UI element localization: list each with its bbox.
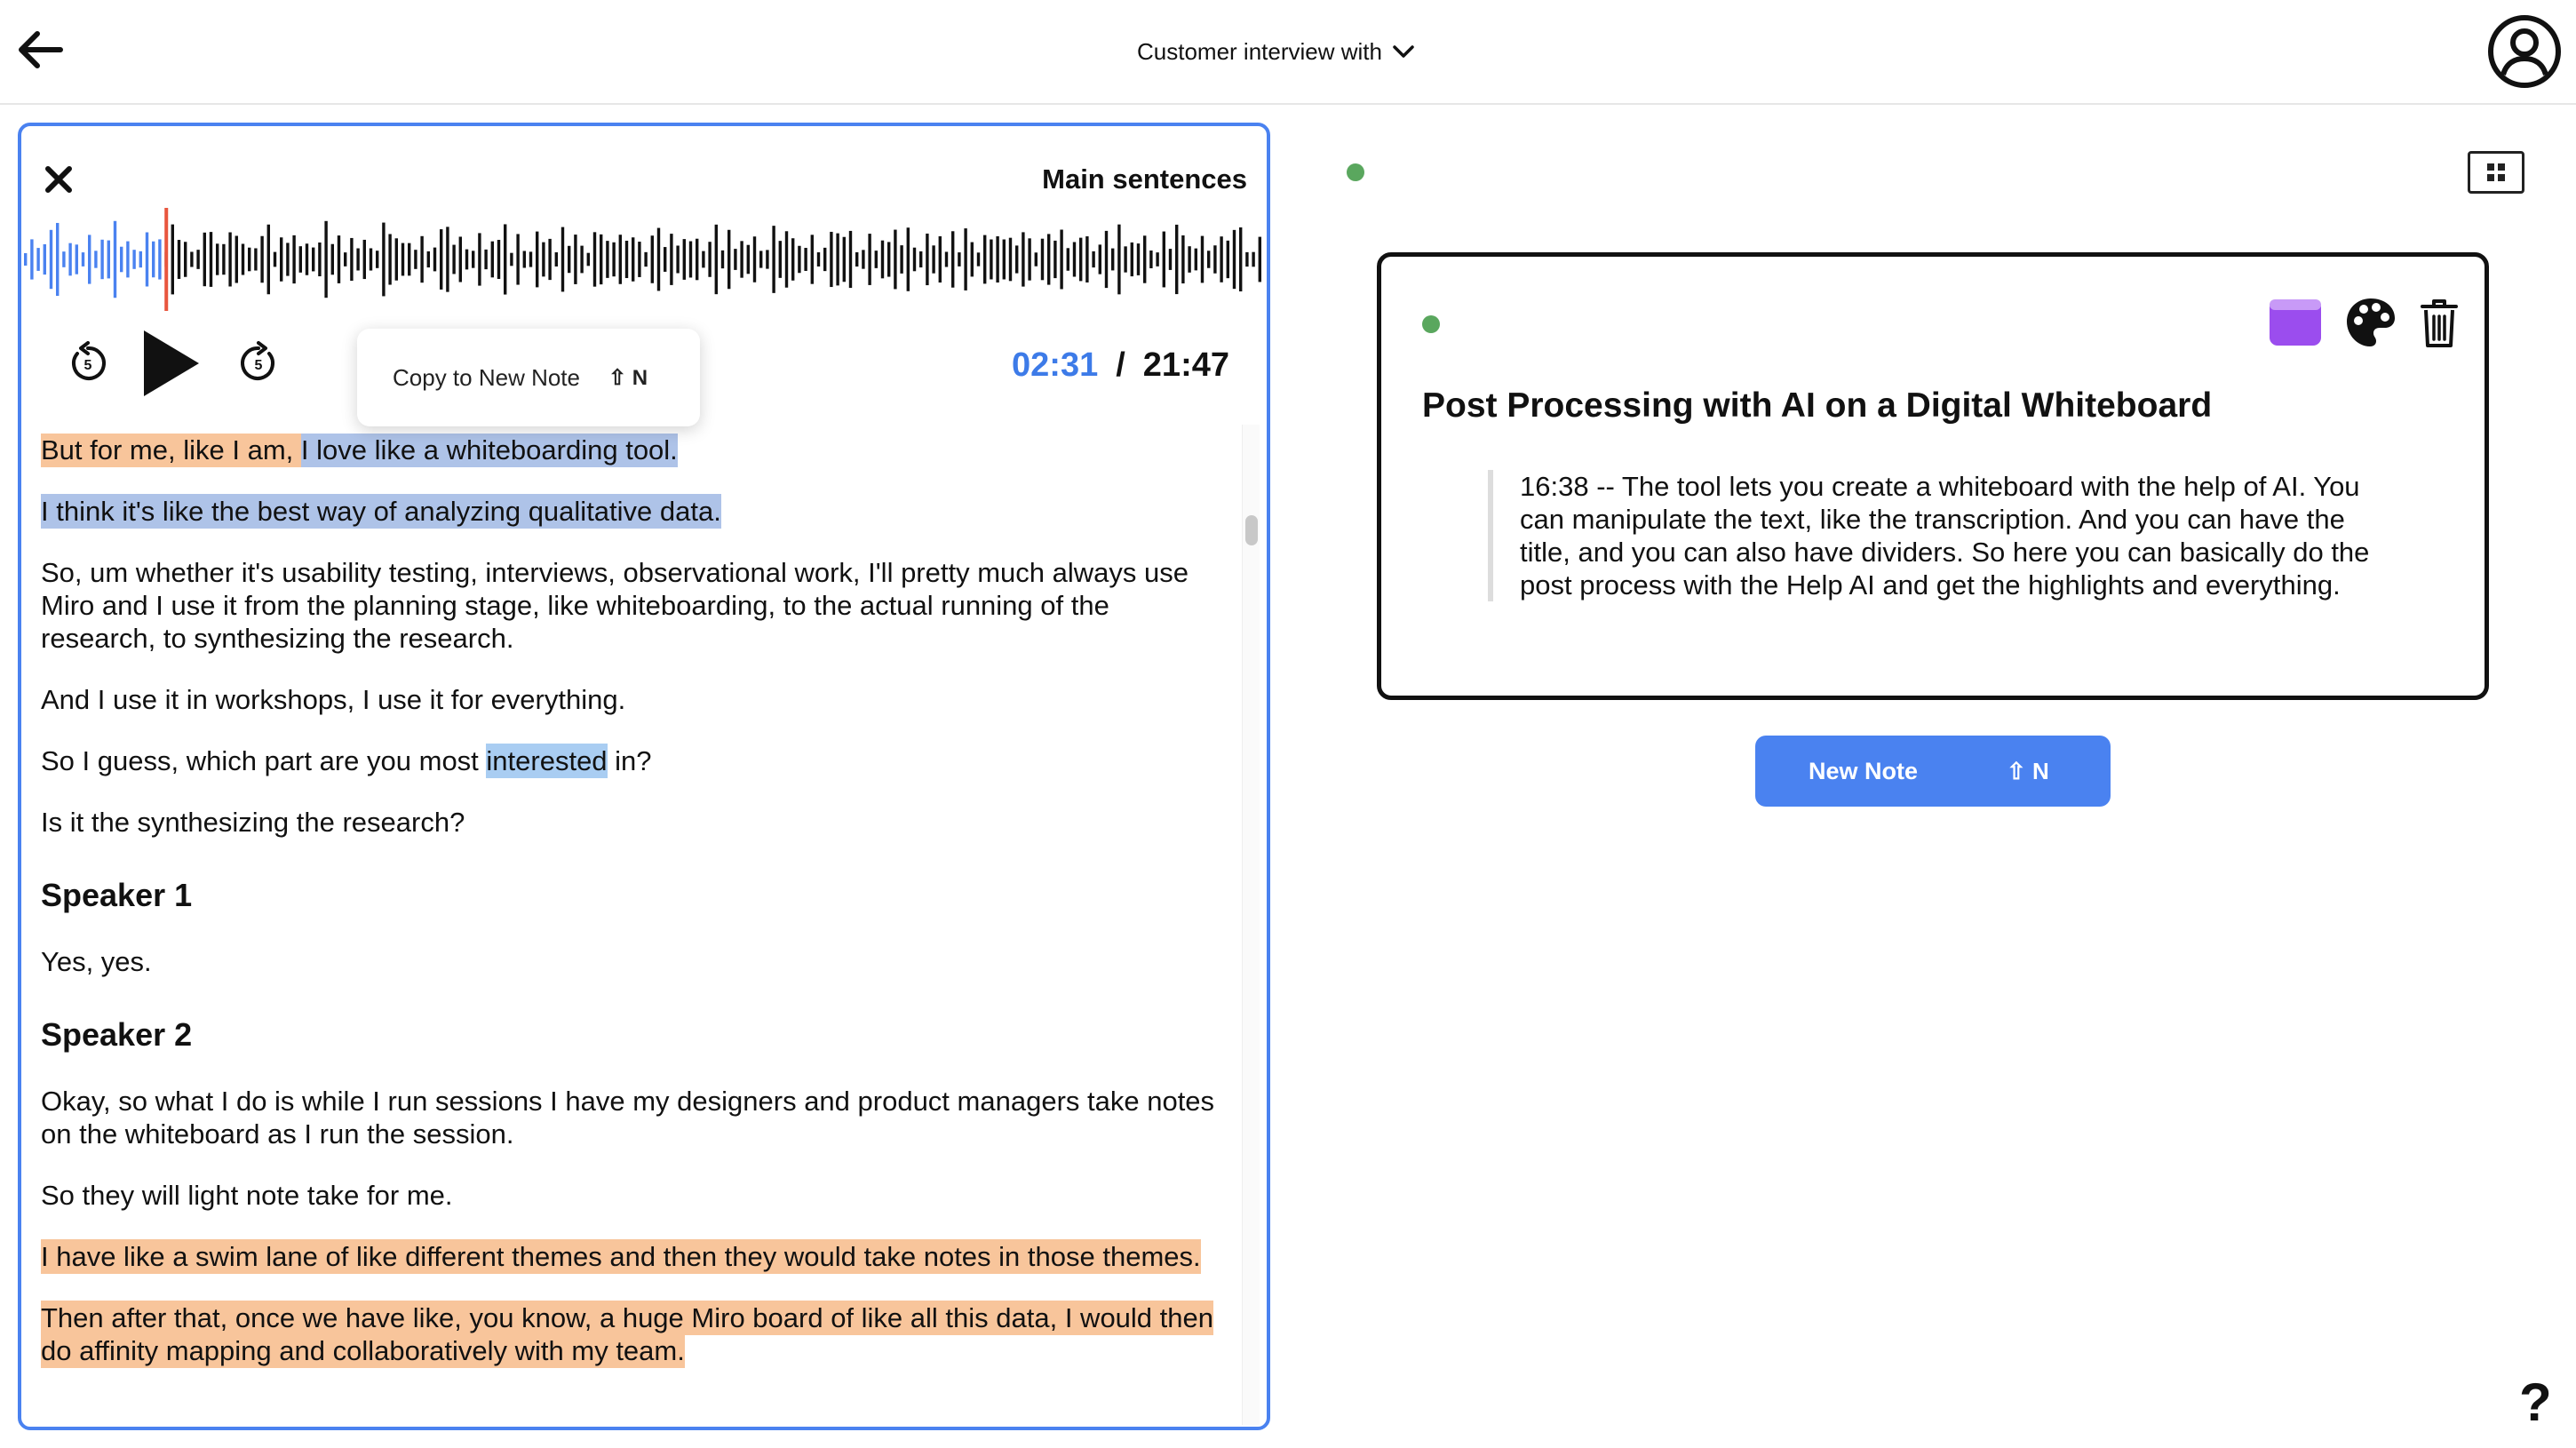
highlighted-text[interactable]: I love like a whiteboarding tool.: [300, 434, 678, 465]
waveform-bar: [708, 242, 711, 277]
playhead[interactable]: [164, 208, 168, 311]
waveform-bar: [632, 237, 634, 282]
transcript-sentence[interactable]: [41, 683, 1222, 716]
waveform-bar: [1003, 240, 1006, 280]
sentence-text[interactable]: So I guess, which part are you most: [41, 745, 487, 776]
transcript-text[interactable]: [41, 434, 1222, 1428]
waveform-bar: [414, 250, 417, 269]
waveform-bar: [1245, 252, 1248, 267]
transcript-sentence[interactable]: [41, 1301, 1222, 1367]
waveform-bar: [1163, 232, 1165, 288]
waveform-bar: [216, 243, 219, 274]
waveform-bar: [1175, 225, 1178, 294]
forward-seconds-label: 5: [254, 358, 263, 373]
waveform-bar: [587, 253, 590, 267]
waveform-bar: [402, 243, 404, 276]
waveform-bar: [1149, 251, 1152, 268]
waveform-bar: [171, 225, 174, 295]
transcript-scrollbar[interactable]: [1242, 425, 1260, 1425]
current-time: 02:31: [1012, 346, 1099, 384]
time-separator: /: [1116, 346, 1125, 384]
highlighted-text[interactable]: I think it's like the best way of analyzing qualitative data.: [41, 496, 721, 527]
waveform-bar: [100, 240, 103, 279]
highlighted-text[interactable]: But for me, like I am,: [41, 434, 301, 465]
waveform-bar: [1169, 249, 1172, 270]
waveform-bar: [132, 250, 135, 269]
waveform-bar: [76, 244, 78, 274]
waveform-bar: [811, 235, 814, 283]
waveform-bar: [472, 251, 474, 267]
waveform-bar: [376, 251, 378, 268]
waveform-bar: [964, 228, 966, 290]
waveform-bar: [190, 251, 193, 267]
waveform-bar: [759, 251, 762, 267]
waveform-bar: [363, 240, 366, 279]
waveform-bar: [651, 235, 654, 283]
waveform-bar: [1047, 234, 1050, 284]
user-avatar-button[interactable]: [2487, 14, 2562, 89]
total-time: 21:47: [1142, 346, 1229, 384]
waveform-bar: [267, 225, 270, 294]
waveform-bar: [139, 251, 142, 267]
waveform-bar: [210, 232, 212, 287]
waveform-bar: [184, 242, 187, 277]
waveform-bar: [657, 228, 660, 291]
waveform-bar: [900, 245, 902, 274]
sentence-text[interactable]: So, um whether it's usability testing, interviews, observational work, I'll pretty much always use Miro and I use it from the planning stage, like whiteboarding, to the actual running of the research, to synthesizing the research.: [41, 557, 1189, 654]
highlighted-text[interactable]: interested: [486, 745, 608, 776]
sentence-text[interactable]: Is it the synthesizing the research?: [41, 807, 465, 838]
waveform-bar: [388, 234, 391, 284]
transcript-sentence[interactable]: [41, 945, 1222, 978]
waveform-bar: [1137, 243, 1140, 275]
waveform-bar: [644, 252, 647, 267]
waveform-bar: [894, 230, 896, 290]
back-button[interactable]: [16, 27, 64, 73]
transcript-sentence[interactable]: [41, 1179, 1222, 1212]
waveform-bar: [1060, 230, 1062, 290]
waveform-bar: [702, 251, 704, 268]
waveform-bar: [843, 237, 846, 282]
shortcut-shift-n: ⇧ N: [2007, 757, 2049, 784]
waveform-bar: [913, 248, 916, 272]
speaker-label: Speaker 2: [41, 1016, 193, 1053]
waveform-bar: [1035, 252, 1038, 266]
waveform-bar: [446, 227, 449, 291]
waveform-bar: [868, 234, 871, 285]
waveform-bar: [734, 249, 736, 270]
waveform-bar: [971, 243, 974, 277]
sentence-text[interactable]: Yes, yes.: [41, 946, 152, 977]
rewind-5-button[interactable]: [66, 341, 110, 386]
waveform-bar: [478, 233, 481, 285]
waveform-bar: [484, 250, 487, 269]
waveform-bar: [491, 242, 494, 278]
waveform-bar: [1207, 251, 1210, 267]
waveform-bar: [203, 233, 206, 286]
waveform-bar: [823, 248, 826, 271]
waveform-bar: [1143, 235, 1146, 282]
waveform-bar: [1085, 236, 1088, 282]
waveform-bar: [440, 229, 442, 290]
waveform-bar: [715, 225, 718, 294]
waveform-bar: [580, 246, 583, 274]
chevron-down-icon: [1391, 39, 1416, 64]
waveform-bar: [676, 245, 679, 273]
scrollbar-thumb[interactable]: [1245, 515, 1258, 545]
waveform-bar: [683, 239, 686, 280]
note-toolbar: [2246, 296, 2460, 349]
waveform-bar: [766, 250, 768, 268]
waveform-bar: [836, 234, 839, 286]
waveform-bar: [612, 243, 615, 276]
waveform-bar: [791, 238, 794, 281]
waveform-bar: [94, 251, 97, 267]
waveform-bar: [196, 250, 199, 269]
waveform-bar: [350, 238, 353, 281]
waveform-bar: [689, 242, 692, 278]
waveform-bar: [306, 243, 308, 274]
waveform-bar: [779, 241, 782, 278]
waveform-bar: [977, 252, 980, 266]
highlighted-text[interactable]: I have like a swim lane of like different themes and then they would take notes in those themes.: [41, 1241, 1201, 1272]
waveform-bar: [274, 252, 276, 267]
waveform-bar: [497, 240, 500, 279]
waveform-bar: [510, 253, 513, 267]
waveform-bar: [356, 249, 359, 271]
waveform-bar: [260, 236, 263, 283]
waveform-bar: [280, 237, 282, 281]
waveform-bar: [1028, 238, 1030, 280]
waveform-bar: [178, 240, 180, 279]
transcript-sentence[interactable]: [41, 744, 1222, 777]
close-panel-button[interactable]: [41, 162, 76, 197]
waveform-bar: [529, 251, 532, 267]
waveform-bar: [1131, 243, 1133, 276]
interview-title-dropdown[interactable]: [1137, 34, 1416, 69]
copy-to-new-note-label: Copy to New Note: [393, 363, 580, 391]
note-quote[interactable]: 16:38 -- The tool lets you create a whiteboard with the help of AI. You can manipulate the text, like the transcription. And you can have the title, and you can also have dividers. So here you can basically do the post process with the Help AI and get the highlights and everything.: [1488, 470, 2394, 601]
waveform-bar: [1252, 252, 1254, 267]
play-button[interactable]: [135, 325, 206, 402]
transcript-sentence[interactable]: [41, 434, 1222, 466]
waveform-bar: [907, 227, 910, 291]
waveform-bar: [772, 226, 775, 293]
waveform-bar: [727, 230, 730, 289]
status-dot: [1347, 163, 1364, 181]
waveform-bar: [932, 245, 934, 273]
waveform-bar: [1227, 241, 1229, 278]
waveform-bar: [56, 223, 59, 296]
waveform-bar: [939, 236, 942, 282]
waveform-bar: [1195, 249, 1197, 271]
waveform-bar: [88, 235, 91, 283]
sentence-text[interactable]: Okay, so what I do is while I run sessions I have my designers and product managers take notes on the whiteboard as I run the session.: [41, 1086, 1215, 1150]
waveform-bar: [804, 248, 807, 271]
waveform-bar: [228, 232, 231, 286]
sentence-text[interactable]: in?: [607, 745, 652, 776]
waveform-bar: [1111, 249, 1114, 271]
waveform-bar: [114, 221, 116, 298]
waveform-bar: [30, 239, 33, 279]
rewind-seconds-label: 5: [83, 358, 92, 373]
waveform-bar: [68, 243, 71, 276]
waveform-bar: [574, 235, 576, 284]
waveform-bar: [1099, 244, 1101, 274]
waveform-bar: [1201, 236, 1204, 283]
new-note-button[interactable]: [1755, 736, 2111, 807]
waveform-bar: [561, 227, 564, 292]
waveform-bar: [523, 251, 526, 267]
waveform-bar: [568, 246, 570, 273]
transcript-sentence[interactable]: [41, 1240, 1222, 1273]
waveform-bar: [459, 236, 462, 282]
sentence-text[interactable]: And I use it in workshops, I use it for everything.: [41, 684, 626, 715]
waveform-bar: [849, 231, 852, 288]
trash-icon[interactable]: [2419, 296, 2460, 349]
waveform-bar: [817, 252, 820, 267]
waveform-bar: [235, 235, 238, 282]
waveform-bar: [785, 231, 788, 287]
waveform-bar: [344, 252, 346, 267]
transcript-sentence[interactable]: [41, 556, 1222, 655]
waveform-bar: [1181, 235, 1184, 283]
waveform-bar: [919, 251, 922, 267]
transcript-sentence[interactable]: [41, 806, 1222, 839]
waveform-bar: [248, 248, 250, 272]
waveform-bar: [331, 244, 334, 275]
waveform-bar: [696, 239, 698, 281]
waveform-bar: [1067, 248, 1069, 270]
waveform-bar: [996, 236, 998, 282]
waveform-bar: [395, 238, 398, 280]
waveform-bar: [420, 236, 423, 282]
note-title[interactable]: Post Processing with AI on a Digital Whiteboard: [1422, 386, 2213, 425]
waveform-bar: [1188, 246, 1190, 273]
waveform-bar: [926, 234, 928, 285]
waveform-bar: [664, 247, 666, 272]
waveform-bar: [740, 241, 743, 277]
audio-waveform[interactable]: [21, 206, 1267, 313]
waveform-bar: [427, 251, 430, 267]
note-card[interactable]: [1377, 252, 2489, 700]
waveform-bar: [1213, 245, 1216, 273]
waveform-bar: [638, 242, 640, 277]
grid-view-icon: [2485, 162, 2507, 183]
waveform-bar: [504, 224, 506, 294]
card-color-icon[interactable]: [2268, 298, 2323, 347]
waveform-bar: [600, 235, 602, 284]
waveform-bar: [312, 248, 314, 272]
waveform-bar: [555, 252, 558, 267]
waveform-bar: [50, 230, 52, 289]
waveform-bar: [1079, 238, 1082, 282]
waveform-bar: [299, 246, 302, 273]
waveform-bar: [593, 232, 596, 286]
waveform-bar: [318, 243, 321, 276]
highlighted-text[interactable]: Then after that, once we have like, you know, a huge Miro board of like all this data, I would then do affinity mapping and collaboratively with my team.: [41, 1302, 1213, 1366]
waveform-bar: [408, 243, 410, 276]
waveform-bar: [1156, 252, 1158, 267]
waveform-bar: [222, 244, 225, 274]
waveform-bar: [881, 241, 884, 279]
waveform-bar: [1022, 232, 1024, 286]
waveform-bar: [1259, 237, 1261, 282]
waveform-bar: [452, 245, 455, 274]
sentence-text[interactable]: So they will light note take for me.: [41, 1180, 453, 1211]
waveform-bar: [1092, 251, 1094, 267]
user-circle-icon: [2487, 14, 2562, 89]
waveform-bar: [242, 243, 244, 274]
copy-to-new-note-popup[interactable]: [357, 329, 700, 426]
waveform-bar: [990, 240, 992, 280]
transcript-sentence[interactable]: [41, 495, 1222, 528]
waveform-bar: [1053, 241, 1056, 278]
waveform-bar: [542, 243, 545, 277]
waveform-bar: [286, 243, 289, 275]
player-controls: [66, 323, 281, 403]
interview-title: Customer interview with: [1137, 37, 1382, 65]
grid-view-button[interactable]: [2468, 151, 2524, 194]
waveform-bar: [625, 241, 628, 278]
waveform-bar: [24, 253, 27, 266]
waveform-bar: [36, 248, 39, 271]
transcript-panel: [18, 123, 1270, 1430]
note-status-dot: [1422, 315, 1440, 333]
top-bar: [0, 0, 2576, 105]
waveform-bar: [433, 248, 436, 272]
waveform-bar: [958, 252, 960, 267]
playback-time: [1012, 346, 1229, 385]
waveform-bar: [830, 232, 832, 287]
waveform-bar: [158, 239, 161, 279]
waveform-bar: [152, 242, 155, 278]
waveform-bar: [983, 235, 986, 284]
transcript-sentence[interactable]: [41, 1085, 1222, 1150]
waveform-bar: [82, 252, 84, 267]
waveform-bar: [536, 232, 538, 288]
waveform-bar: [753, 236, 756, 282]
waveform-bar: [1041, 239, 1044, 281]
waveform-bar: [126, 242, 129, 278]
waveform-bar: [1239, 227, 1242, 291]
palette-icon[interactable]: [2344, 296, 2397, 349]
waveform-bar: [44, 244, 46, 274]
waveform-bar: [606, 241, 608, 278]
waveform-bar: [254, 248, 257, 270]
waveform-bar: [862, 250, 864, 268]
waveform-bar: [855, 252, 858, 267]
waveform-bar: [951, 231, 954, 287]
waveform-bar: [324, 221, 327, 298]
waveform-bar: [146, 233, 148, 287]
waveform-bar: [120, 247, 123, 273]
forward-5-button[interactable]: [236, 341, 281, 386]
waveform-bar: [1117, 225, 1120, 295]
waveform-bar: [1124, 246, 1126, 272]
waveform-bar: [798, 246, 800, 273]
panel-title: Main sentences: [1042, 163, 1247, 195]
arrow-left-icon: [16, 27, 64, 73]
waveform-bar: [465, 250, 468, 270]
close-icon: [41, 162, 76, 197]
waveform-bar: [619, 235, 622, 284]
waveform-bar: [338, 235, 340, 283]
waveform-bar: [382, 223, 385, 297]
waveform-bar: [1233, 230, 1236, 289]
waveform-bar: [875, 251, 878, 268]
waveform-bar: [887, 242, 890, 276]
waveform-bar: [548, 239, 551, 280]
speaker-label: Speaker 1: [41, 877, 193, 913]
waveform-bar: [1220, 236, 1222, 282]
waveform-bar: [1009, 238, 1012, 282]
waveform-bar: [516, 234, 519, 284]
shortcut-shift-n: ⇧ N: [608, 365, 648, 390]
waveform-bar: [62, 251, 65, 267]
waveform-bar: [721, 251, 724, 268]
waveform-bar: [292, 235, 295, 283]
waveform-bar: [370, 248, 372, 270]
waveform-bar: [1073, 242, 1076, 276]
waveform-bar: [1015, 245, 1018, 273]
new-note-label: New Note: [1809, 757, 1919, 784]
waveform-bar: [670, 234, 672, 285]
waveform-bar: [107, 241, 110, 279]
waveform-bar: [1105, 231, 1108, 288]
help-button[interactable]: ?: [2519, 1372, 2552, 1432]
waveform-bar: [747, 245, 750, 274]
waveform-bar: [945, 251, 948, 267]
